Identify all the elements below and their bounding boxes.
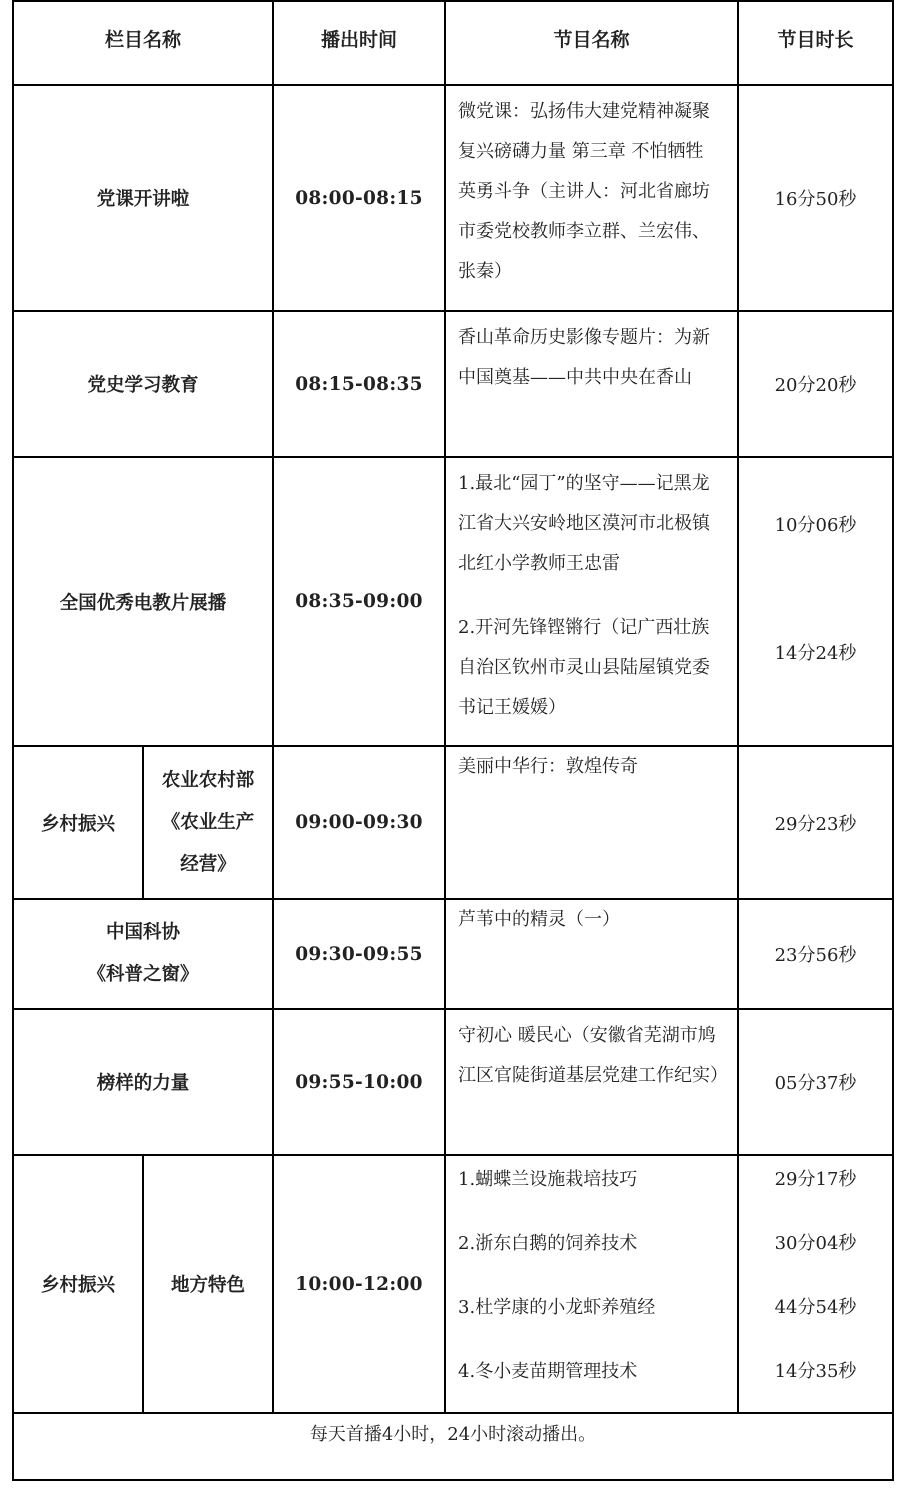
- column-name-cell: 榜样的力量: [13, 1009, 273, 1155]
- duration-cell: [738, 457, 893, 746]
- header-air-time: 播出时间: [273, 1, 445, 85]
- duration-item: 44分54秒: [774, 1297, 857, 1318]
- program-cell: [445, 1155, 738, 1413]
- header-column-name: 栏目名称: [13, 1, 273, 85]
- table-row: [13, 1009, 893, 1155]
- table-row: [13, 1155, 893, 1413]
- air-time-cell: 09:30-09:55: [273, 899, 445, 1009]
- program-cell: 微党课：弘扬伟大建党精神凝聚复兴磅礴力量 第三章 不怕牺牲 英勇斗争（主讲人：河北省廊坊市委党校教师李立群、兰宏伟、张秦）: [445, 85, 738, 311]
- program-item: 4.冬小麦苗期管理技术: [458, 1361, 638, 1382]
- column-name-cell: 乡村振兴: [13, 746, 143, 899]
- table-row: [13, 311, 893, 457]
- air-time-cell: 09:00-09:30: [273, 746, 445, 899]
- header-duration: 节目时长: [738, 1, 893, 85]
- duration-item: 10分06秒: [774, 515, 857, 536]
- schedule-table: [12, 0, 894, 1481]
- duration-cell: 05分37秒: [738, 1009, 893, 1155]
- duration-item: 30分04秒: [774, 1233, 857, 1254]
- duration-item: 29分17秒: [774, 1169, 857, 1190]
- duration-cell: [738, 1155, 893, 1413]
- table-row: [13, 457, 893, 746]
- duration-cell: 29分23秒: [738, 746, 893, 899]
- duration-cell: 16分50秒: [738, 85, 893, 311]
- air-time-cell: 08:35-09:00: [273, 457, 445, 746]
- program-item: 1.蝴蝶兰设施栽培技巧: [458, 1169, 638, 1190]
- header-row: [13, 1, 893, 85]
- column-name-cell: 党史学习教育: [13, 311, 273, 457]
- program-cell: 守初心 暖民心（安徽省芜湖市鸠江区官陡街道基层党建工作纪实）: [445, 1009, 738, 1155]
- duration-cell: 20分20秒: [738, 311, 893, 457]
- program-item: 1.最北“园丁”的坚守——记黑龙江省大兴安岭地区漠河市北极镇北红小学教师王忠雷: [458, 473, 711, 574]
- column-name-cell: 中国科协 《科普之窗》: [13, 899, 273, 1009]
- program-item: 3.杜学康的小龙虾养殖经: [458, 1297, 656, 1318]
- program-item: 2.开河先锋铿锵行（记广西壮族自治区钦州市灵山县陆屋镇党委书记王媛媛）: [458, 617, 711, 718]
- header-program-name: 节目名称: [445, 1, 738, 85]
- program-cell: 美丽中华行：敦煌传奇: [445, 746, 738, 899]
- footer-note: 每天首播4小时，24小时滚动播出。: [13, 1413, 893, 1480]
- program-item: 2.浙东白鹅的饲养技术: [458, 1233, 638, 1254]
- duration-item: 14分35秒: [774, 1361, 857, 1382]
- air-time-cell: 09:55-10:00: [273, 1009, 445, 1155]
- footer-row: [13, 1413, 893, 1480]
- table-row: [13, 746, 893, 899]
- program-cell: 芦苇中的精灵（一）: [445, 899, 738, 1009]
- program-cell: [445, 457, 738, 746]
- air-time-cell: 08:00-08:15: [273, 85, 445, 311]
- column-name-cell: 乡村振兴: [13, 1155, 143, 1413]
- column-name-cell: 党课开讲啦: [13, 85, 273, 311]
- program-cell: 香山革命历史影像专题片：为新中国奠基——中共中央在香山: [445, 311, 738, 457]
- table-row: [13, 899, 893, 1009]
- sub-column-cell: 地方特色: [143, 1155, 273, 1413]
- air-time-cell: 08:15-08:35: [273, 311, 445, 457]
- duration-item: 14分24秒: [774, 643, 857, 664]
- table-row: [13, 85, 893, 311]
- air-time-cell: 10:00-12:00: [273, 1155, 445, 1413]
- duration-cell: 23分56秒: [738, 899, 893, 1009]
- sub-column-cell: 农业农村部 《农业生产 经营》: [143, 746, 273, 899]
- column-name-cell: 全国优秀电教片展播: [13, 457, 273, 746]
